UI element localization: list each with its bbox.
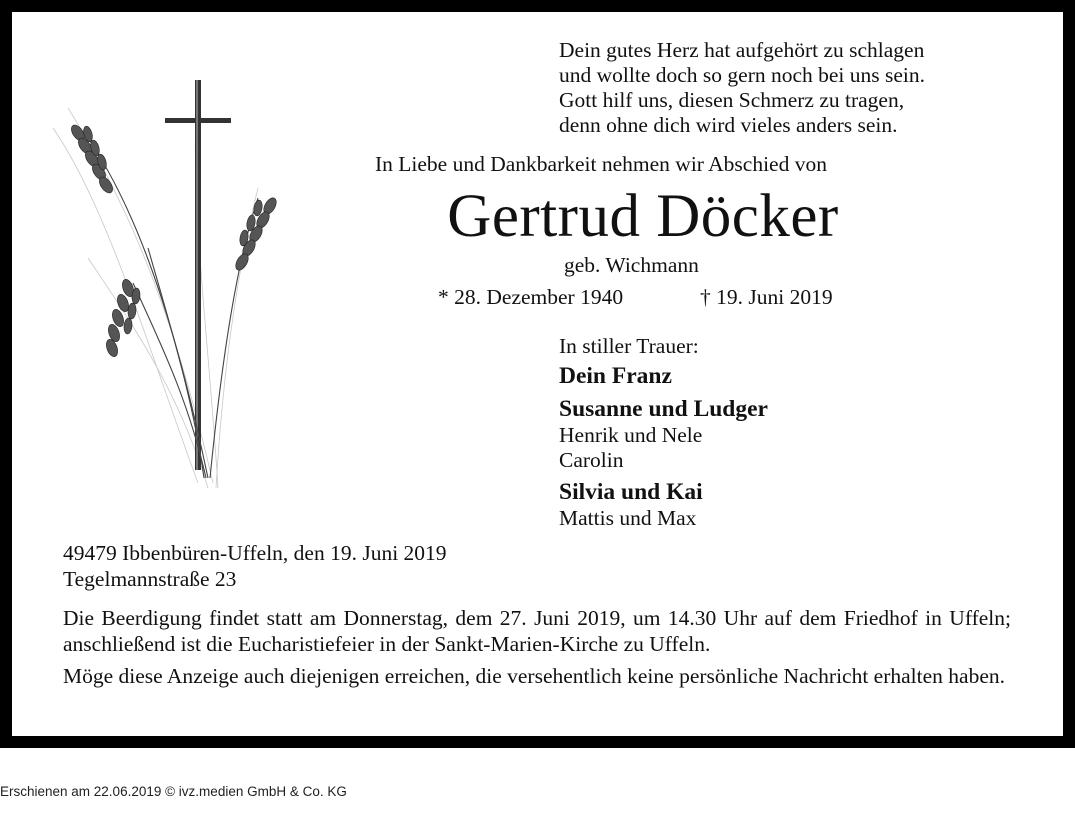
- mourner-group-name: Susanne und Ludger: [559, 396, 768, 422]
- cross-with-wheat-icon: [48, 68, 278, 498]
- mourners-heading: In stiller Trauer:: [559, 334, 699, 358]
- poem: [559, 38, 925, 138]
- death-date: † 19. Juni 2019: [700, 285, 833, 309]
- poem-line: denn ohne dich wird vieles anders sein.: [559, 113, 898, 137]
- publication-footer: Erschienen am 22.06.2019 © ivz.medien GmbH & Co. KG: [0, 784, 347, 799]
- birth-name: geb. Wichmann: [564, 253, 699, 277]
- farewell-intro: In Liebe und Dankbarkeit nehmen wir Abschied von: [375, 152, 827, 176]
- mourners-list: [559, 334, 768, 531]
- mourner-member: Mattis und Max: [559, 506, 697, 530]
- birth-date: * 28. Dezember 1940: [438, 285, 624, 309]
- mourner-group-name: Dein Franz: [559, 363, 672, 389]
- address-line: 49479 Ibbenbüren-Uffeln, den 19. Juni 2019: [63, 541, 447, 565]
- address-line: Tegelmannstraße 23: [63, 567, 237, 591]
- funeral-paragraph: Die Beerdigung findet statt am Donnerstag, dem 27. Juni 2019, um 14.30 Uhr auf dem Friedhof in Uffeln; anschließend ist die Eucharistiefeier in der Sankt-Marien-Kirche zu Uffeln.: [63, 606, 1011, 656]
- mourner-member: Henrik und Nele: [559, 423, 703, 447]
- deceased-name: Gertrud Döcker: [447, 183, 839, 250]
- address-block: [63, 540, 447, 592]
- mourner-group-name: Silvia und Kai: [559, 479, 703, 505]
- notice-paragraph: Möge diese Anzeige auch diejenigen erreichen, die versehentlich keine persönliche Nachricht erhalten haben.: [63, 664, 1006, 688]
- poem-line: und wollte doch so gern noch bei uns sein.: [559, 63, 926, 87]
- poem-line: Gott hilf uns, diesen Schmerz zu tragen,: [559, 88, 905, 112]
- poem-line: Dein gutes Herz hat aufgehört zu schlagen: [559, 38, 925, 62]
- mourner-member: Carolin: [559, 448, 624, 472]
